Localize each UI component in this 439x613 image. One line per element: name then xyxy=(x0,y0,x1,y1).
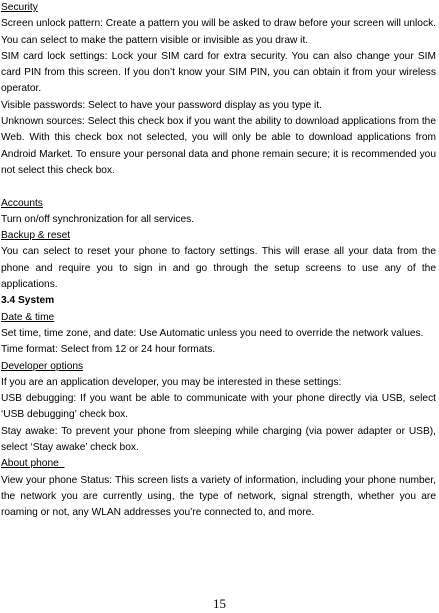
security-heading: Security xyxy=(1,2,38,13)
developer-stay-awake-paragraph: Stay awake: To prevent your phone from sleeping while charging (via power adapter or USB), select ‘Stay awake’ check box. xyxy=(1,425,436,454)
accounts-paragraph: Turn on/off synchronization for all services. xyxy=(1,213,195,225)
about-phone-heading: About phone xyxy=(1,458,65,470)
security-sim-lock-paragraph: SIM card lock settings: Lock your SIM card for extra security. You can also change your SIM card PIN from this screen. If you don’t know your SIM PIN, you can obtain it from your wireless operator. xyxy=(1,50,436,95)
date-time-heading: Date & time xyxy=(1,311,55,323)
page-number: 15 xyxy=(213,596,226,611)
date-time-set-paragraph: Set time, time zone, and date: Use Automatic unless you need to override the network values. xyxy=(1,327,424,339)
security-screen-unlock-paragraph: Screen unlock pattern: Create a pattern you will be asked to draw before your screen will unlock. You can select to make the pattern visible or invisible as you draw it. xyxy=(1,18,436,46)
backup-reset-heading: Backup & reset xyxy=(1,230,71,242)
system-section-heading: 3.4 System xyxy=(1,295,55,307)
security-visible-passwords-paragraph: Visible passwords: Select to have your password display as you type it. xyxy=(1,99,322,111)
accounts-heading: Accounts xyxy=(1,197,43,209)
page-content xyxy=(1,0,436,522)
security-unknown-sources-paragraph: Unknown sources: Select this check box if you want the ability to download applications from the Web. With this check box not selected, you will only be able to download applications from Android Market. To ensure your personal data and phone remain secure; it is recommended you not select this check box. xyxy=(1,116,436,176)
developer-usb-debugging-paragraph: USB debugging: If you want be able to communicate with your phone directly via USB, select ‘USB debugging’ check box. xyxy=(1,393,436,421)
developer-intro-paragraph: If you are an application developer, you may be interested in these settings: xyxy=(1,376,342,388)
blank-line xyxy=(1,179,436,195)
date-time-format-paragraph: Time format: Select from 12 or 24 hour formats. xyxy=(1,344,216,356)
backup-reset-paragraph: You can select to reset your phone to factory settings. This will erase all your data from the phone and require you to sign in and go through the setup screens to use any of the applications. xyxy=(1,246,436,291)
developer-options-heading: Developer options xyxy=(1,360,84,372)
about-phone-paragraph: View your phone Status: This screen lists a variety of information, including your phone number, the network you are currently using, the type of network, signal strength, whether you are roaming or not, any WLAN addresses you’re connected to, and more. xyxy=(1,474,436,519)
